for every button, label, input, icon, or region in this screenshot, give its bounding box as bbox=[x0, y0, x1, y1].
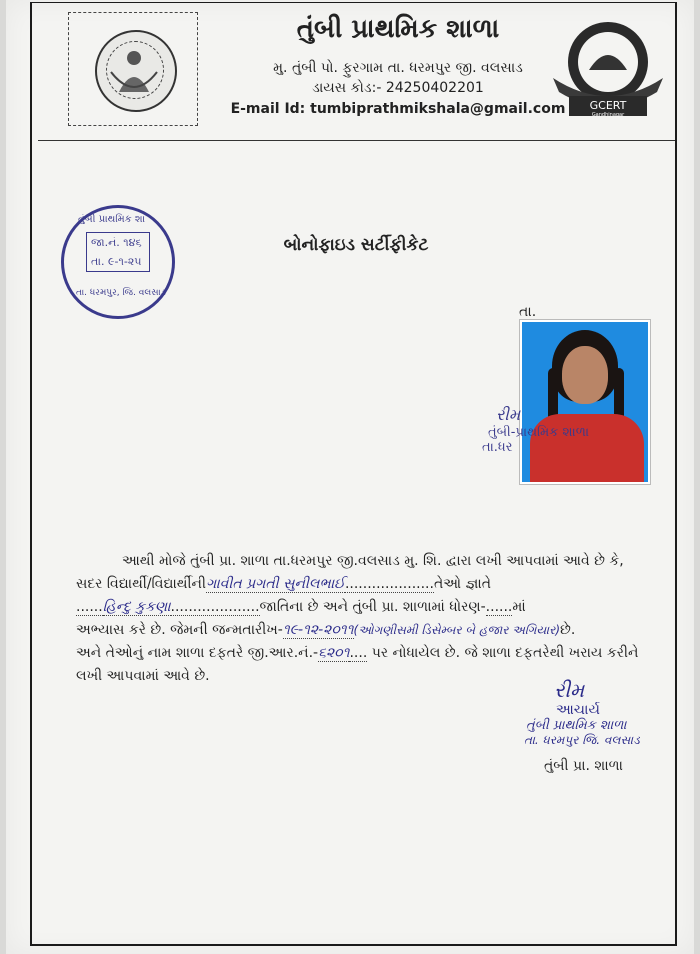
body-line-2: સદર વિદ્યાર્થી/વિદ્યાર્થીનીગાવીત પ્રગતી સુનીલભાઈ....................તેઓ જ્ઞાતે bbox=[76, 576, 492, 592]
body-line-1: આથી મોજે તુંબી પ્રા. શાળા તા.ધરમપુર જી.વલસાડ મુ. શિ. દ્વારા લખી આપવામાં આવે છે કે, bbox=[122, 553, 624, 569]
signature-scrawl: રીમ bbox=[554, 678, 585, 702]
principal-signature bbox=[516, 678, 666, 748]
goddess-figure-icon bbox=[97, 32, 171, 106]
gr-number: ૬૨૦૧ bbox=[318, 645, 350, 661]
stamp-bottom-text: તા. ધરમપુર, જિ. વલસાડ bbox=[76, 288, 166, 298]
school-name: તુંબી પ્રાથમિક શાળા bbox=[296, 14, 500, 44]
student-name: ગાવીત પ્રગતી સુનીલભાઈ bbox=[205, 576, 345, 592]
photo-stamp bbox=[482, 405, 652, 485]
school-address: મુ. તુંબી પો. ફુરગામ તા. ધરમપુર જી. વલસાડ bbox=[273, 60, 523, 76]
date-label: તા. bbox=[519, 304, 537, 320]
school-stamp bbox=[61, 205, 175, 319]
caste: હિન્દુ કુકણા bbox=[102, 599, 171, 615]
body-line-6: લખી આપવામાં આવે છે. bbox=[76, 668, 210, 684]
dise-code: ડાયસ કોડ:- 24250402201 bbox=[312, 80, 484, 96]
gcert-label: GCERT bbox=[589, 99, 627, 112]
signature-school: તુંબી પ્રાથમિક શાળા bbox=[526, 718, 627, 733]
photo-stamp-taluka: તા.ધર bbox=[482, 440, 513, 455]
body-line-5: અને તેઓનું નામ શાળા દફતરે જી.આર.નં.-૬૨૦૧.... પર નોધાયેલ છે. જે શાળા દફતરેથી ખરાય કરીને bbox=[76, 645, 639, 661]
certificate-sheet bbox=[6, 0, 694, 954]
gcert-sub: Gandhinagar bbox=[591, 112, 625, 118]
body-line-3: ......હિન્દુ કુકણા....................જાતિના છે અને તુંબી પ્રા. શાળામાં ધોરણ-......માં bbox=[76, 599, 526, 615]
signature-role: આચાર્ય bbox=[556, 702, 600, 718]
stamp-top-text: તુંબી પ્રાથમિક શા bbox=[78, 214, 146, 225]
stamp-number: જા.નં. ૧૪૬ bbox=[91, 236, 142, 249]
signature-printed-school: તુંબી પ્રા. શાળા bbox=[544, 758, 623, 774]
birth-date-words: (ઓગણીસમી ડિસેમ્બર બે હજાર અગિયાર) bbox=[353, 623, 561, 637]
saraswati-logo-icon bbox=[95, 30, 177, 112]
certificate-body bbox=[76, 550, 648, 688]
photo-stamp-sign: રીમ bbox=[496, 405, 521, 424]
stamp-date: તા. ૯-૧-૨૫ bbox=[91, 255, 142, 268]
photo-stamp-school: તુંબી-પ્રાથમિક શાળા bbox=[488, 425, 590, 440]
gcert-logo-icon bbox=[549, 18, 667, 118]
school-email: E-mail Id: tumbiprathmikshala@gmail.com bbox=[230, 101, 566, 117]
body-line-4: અભ્યાસ કરે છે. જેમની જન્મતારીખ-૧૯-૧૨-૨૦૧૧(ઓગણીસમી ડિસેમ્બર બે હજાર અગિયાર)છે. bbox=[76, 622, 576, 638]
certificate-title: બોનોફાઇડ સર્ટીફીકેટ bbox=[283, 235, 429, 255]
birth-date: ૧૯-૧૨-૨૦૧૧ bbox=[282, 622, 354, 638]
signature-place: તા. ધરમપુર જિ. વલસાડ bbox=[524, 733, 640, 747]
